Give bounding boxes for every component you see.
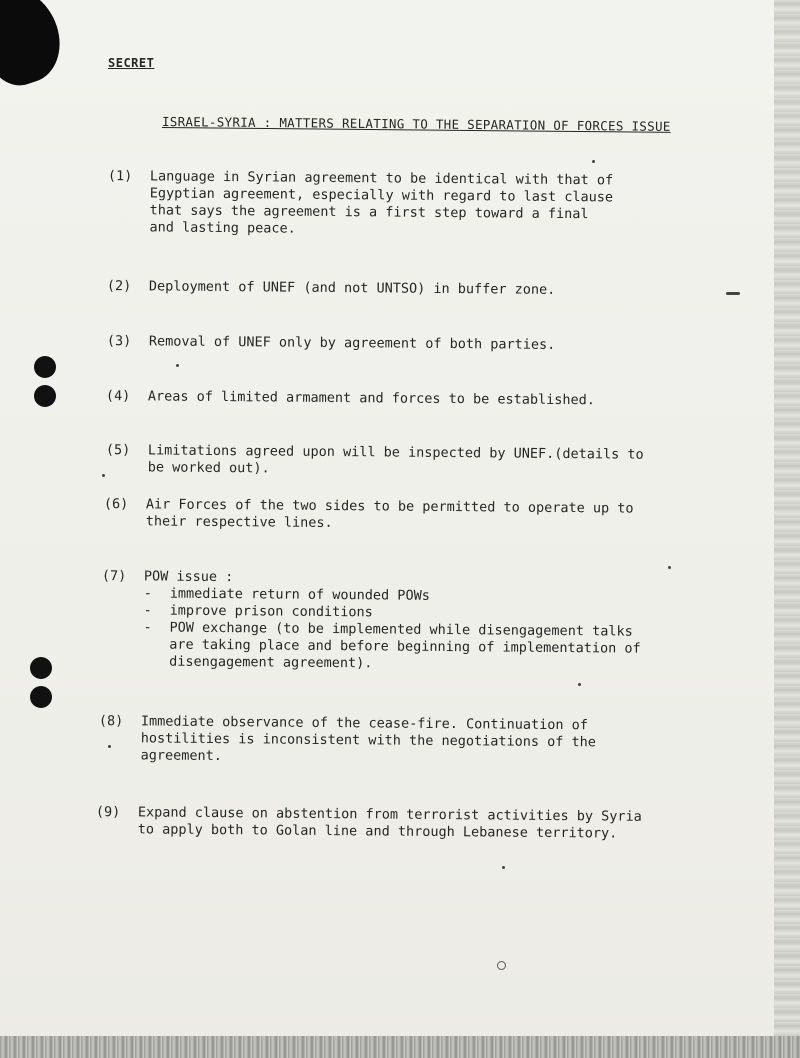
item-line: and lasting peace. (149, 219, 296, 237)
item-line: Expand clause on abstention from terrorist activities by Syria (137, 804, 642, 825)
bullet-dash: - (143, 619, 152, 636)
item-line: their respective lines. (145, 513, 333, 531)
item-line: Egyptian agreement, especially with regard to last clause (149, 185, 614, 206)
speck (578, 683, 581, 686)
item-heading: POW issue : (143, 568, 234, 586)
item-line: hostilities is inconsistent with the negotiations of the (140, 730, 596, 751)
item-number: (8) (98, 713, 124, 730)
item-number: (3) (106, 333, 132, 350)
item-line: POW exchange (to be implemented while disengagement talks (169, 619, 633, 640)
speck (502, 866, 505, 869)
item-line: Areas of limited armament and forces to be established. (147, 388, 596, 409)
speck (176, 364, 179, 367)
item-line: Immediate observance of the cease-fire. Continuation of (140, 713, 589, 734)
speck (592, 160, 595, 163)
item-number: (2) (106, 278, 132, 295)
bullet-dash: - (143, 602, 152, 619)
item-line: Removal of UNEF only by agreement of both parties. (148, 333, 556, 353)
item-line: that says the agreement is a first step toward a final (149, 202, 589, 223)
bullet-dash: - (143, 585, 152, 602)
punch-hole (30, 686, 52, 708)
punch-hole (34, 356, 56, 378)
item-line: agreement. (140, 747, 222, 765)
item-line: Air Forces of the two sides to be permitted to operate up to (145, 496, 634, 517)
speck (726, 292, 740, 295)
item-number: (9) (95, 804, 121, 821)
speck (102, 474, 105, 477)
circle-mark (497, 961, 506, 970)
item-line: improve prison conditions (169, 602, 373, 621)
sub-bullet (143, 619, 641, 674)
page-edge-shadow (774, 0, 800, 1058)
speck (108, 745, 111, 748)
speck (668, 566, 671, 569)
item-number: (7) (101, 568, 127, 585)
item-line: be worked out). (147, 459, 270, 477)
ink-blot (0, 0, 71, 93)
item-line: disengagement agreement). (169, 653, 373, 672)
item-line: are taking place and before beginning of implementation of (169, 636, 641, 657)
item-number: (4) (105, 388, 131, 405)
item-number: (1) (107, 168, 133, 185)
classification-label: SECRET (108, 56, 155, 70)
item-line: immediate return of wounded POWs (169, 585, 430, 604)
item-number: (6) (103, 496, 129, 513)
item-line: to apply both to Golan line and through Lebanese territory. (137, 821, 618, 842)
punch-hole (30, 657, 52, 679)
item-line: Deployment of UNEF (and not UNTSO) in buffer zone. (148, 278, 556, 298)
item-line: Limitations agreed upon will be inspected by UNEF.(details to (147, 442, 644, 463)
item-line: Language in Syrian agreement to be identical with that of (149, 168, 614, 189)
item-number: (5) (105, 442, 131, 459)
punch-hole (34, 385, 56, 407)
document-title: ISRAEL-SYRIA : MATTERS RELATING TO THE SEPARATION OF FORCES ISSUE (161, 114, 671, 134)
